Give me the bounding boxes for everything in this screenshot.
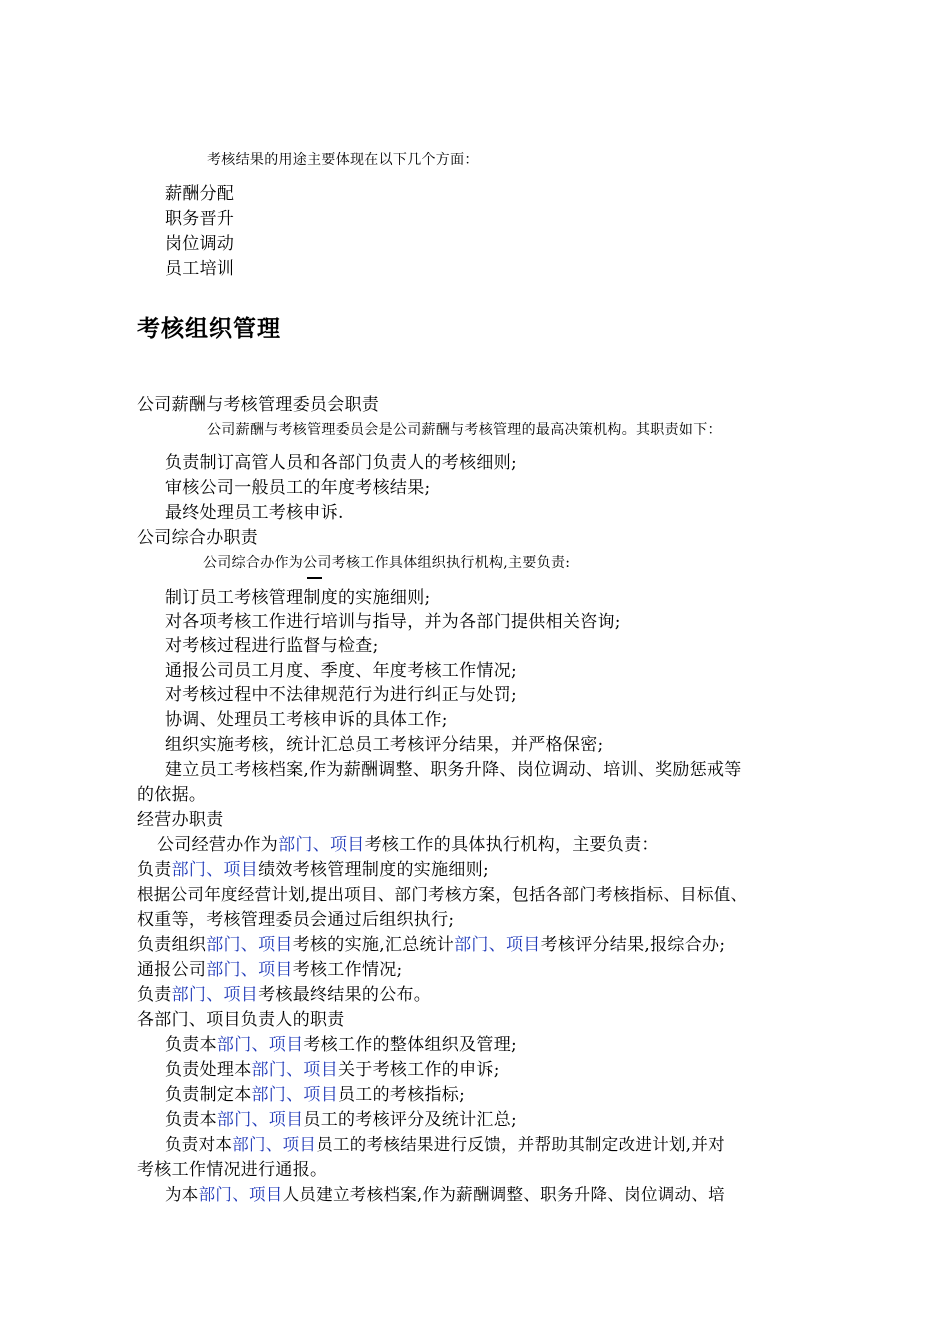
office-item: 对各项考核工作进行培训与指导，并为各部门提供相关咨询; [165, 612, 621, 632]
office-desc: 公司综合办作为公司考核工作具体组织执行机构,主要负责: [203, 555, 571, 571]
ops-line [157, 833, 659, 857]
dept-project-term: 部门、项目 [206, 960, 293, 980]
text-run: 考核工作的具体执行机构，主要负责： [364, 835, 659, 855]
ops-line: 权重等，考核管理委员会通过后组织执行; [137, 910, 455, 930]
office-item: 对考核过程进行监督与检查; [165, 636, 379, 656]
text-run: 考核的实施,汇总统计 [292, 935, 455, 955]
heads-line [165, 1033, 517, 1057]
text-run: 考核工作情况; [292, 960, 403, 980]
text-run: 员工的考核评分及统计汇总; [303, 1110, 518, 1130]
dept-project-term: 部门、项目 [216, 1035, 304, 1055]
heads-line [165, 1108, 517, 1132]
text-run: 负责 [137, 860, 172, 880]
text-run: 负责本 [165, 1035, 217, 1055]
text-run: 负责对本 [165, 1135, 233, 1154]
ops-line [137, 958, 403, 982]
office-item: 建立员工考核档案,作为薪酬调整、职务升降、岗位调动、培训、奖励惩戒等 [165, 760, 742, 780]
heads-title: 各部门、项目负责人的职责 [137, 1010, 345, 1030]
text-run: 负责处理本 [165, 1060, 252, 1080]
text-run: 员工的考核指标; [338, 1085, 466, 1105]
text-run: 通报公司 [137, 960, 207, 980]
text-run: 为本 [165, 1185, 199, 1204]
underline-mark [307, 577, 322, 579]
intro-item: 员工培训 [165, 259, 235, 279]
intro-item: 薪酬分配 [165, 184, 235, 204]
committee-title: 公司薪酬与考核管理委员会职责 [137, 395, 380, 415]
dept-project-term: 部门、项目 [278, 835, 365, 855]
heads-line [165, 1133, 725, 1157]
heads-line [165, 1083, 465, 1107]
dept-project-term: 部门、项目 [198, 1185, 283, 1204]
office-item: 协调、处理员工考核申诉的具体工作; [165, 710, 448, 730]
intro-lead: 考核结果的用途主要体现在以下几个方面： [207, 152, 479, 168]
text-run: 负责 [137, 985, 172, 1005]
dept-project-term: 部门、项目 [171, 860, 259, 880]
text-run: 考核最终结果的公布。 [258, 985, 432, 1005]
committee-item: 审核公司一般员工的年度考核结果; [165, 478, 431, 498]
ops-line [137, 983, 431, 1007]
intro-item: 职务晋升 [165, 209, 235, 229]
office-item: 组织实施考核，统计汇总员工考核评分结果，并严格保密; [165, 735, 604, 755]
dept-project-term: 部门、项目 [216, 1110, 304, 1130]
text-run: 负责制定本 [165, 1085, 252, 1105]
dept-project-term: 部门、项目 [251, 1060, 338, 1080]
committee-desc: 公司薪酬与考核管理委员会是公司薪酬与考核管理的最高决策机构。其职责如下： [207, 422, 722, 438]
ops-title: 经营办职责 [137, 810, 224, 830]
text-run: 负责组织 [137, 935, 207, 955]
heads-line [165, 1183, 725, 1207]
text-run: 员工的考核结果进行反馈，并帮助其制定改进计划,并对 [316, 1135, 725, 1154]
ops-line [137, 933, 725, 957]
office-item: 制订员工考核管理制度的实施细则; [165, 588, 431, 608]
dept-project-term: 部门、项目 [206, 935, 293, 955]
intro-item: 岗位调动 [165, 234, 235, 254]
committee-item: 最终处理员工考核申诉. [165, 503, 344, 523]
dept-project-term: 部门、项目 [251, 1085, 338, 1105]
text-run: 负责本 [165, 1110, 217, 1130]
committee-item: 负责制订高管人员和各部门负责人的考核细则; [165, 453, 518, 473]
dept-project-term: 部门、项目 [454, 935, 541, 955]
ops-line [137, 858, 489, 882]
office-item: 对考核过程中不法律规范行为进行纠正与处罚; [165, 685, 518, 705]
text-run: 关于考核工作的申诉; [338, 1060, 500, 1080]
text-run: 考核评分结果,报综合办; [540, 935, 726, 955]
office-title: 公司综合办职责 [137, 528, 259, 548]
dept-project-term: 部门、项目 [171, 985, 259, 1005]
text-run: 公司经营办作为 [157, 835, 279, 855]
section-heading: 考核组织管理 [137, 316, 281, 342]
heads-line: 考核工作情况进行通报。 [137, 1160, 328, 1180]
text-run: 考核工作的整体组织及管理; [303, 1035, 518, 1055]
text-run: 人员建立考核档案,作为薪酬调整、职务升降、岗位调动、培 [282, 1185, 725, 1204]
heads-line [165, 1058, 500, 1082]
office-item: 通报公司员工月度、季度、年度考核工作情况; [165, 661, 518, 681]
text-run: 绩效考核管理制度的实施细则; [258, 860, 490, 880]
office-item-continued: 的依据。 [137, 785, 207, 805]
ops-line: 根据公司年度经营计划,提出项目、部门考核方案，包括各部门考核指标、目标值、 [137, 885, 748, 904]
dept-project-term: 部门、项目 [232, 1135, 317, 1154]
